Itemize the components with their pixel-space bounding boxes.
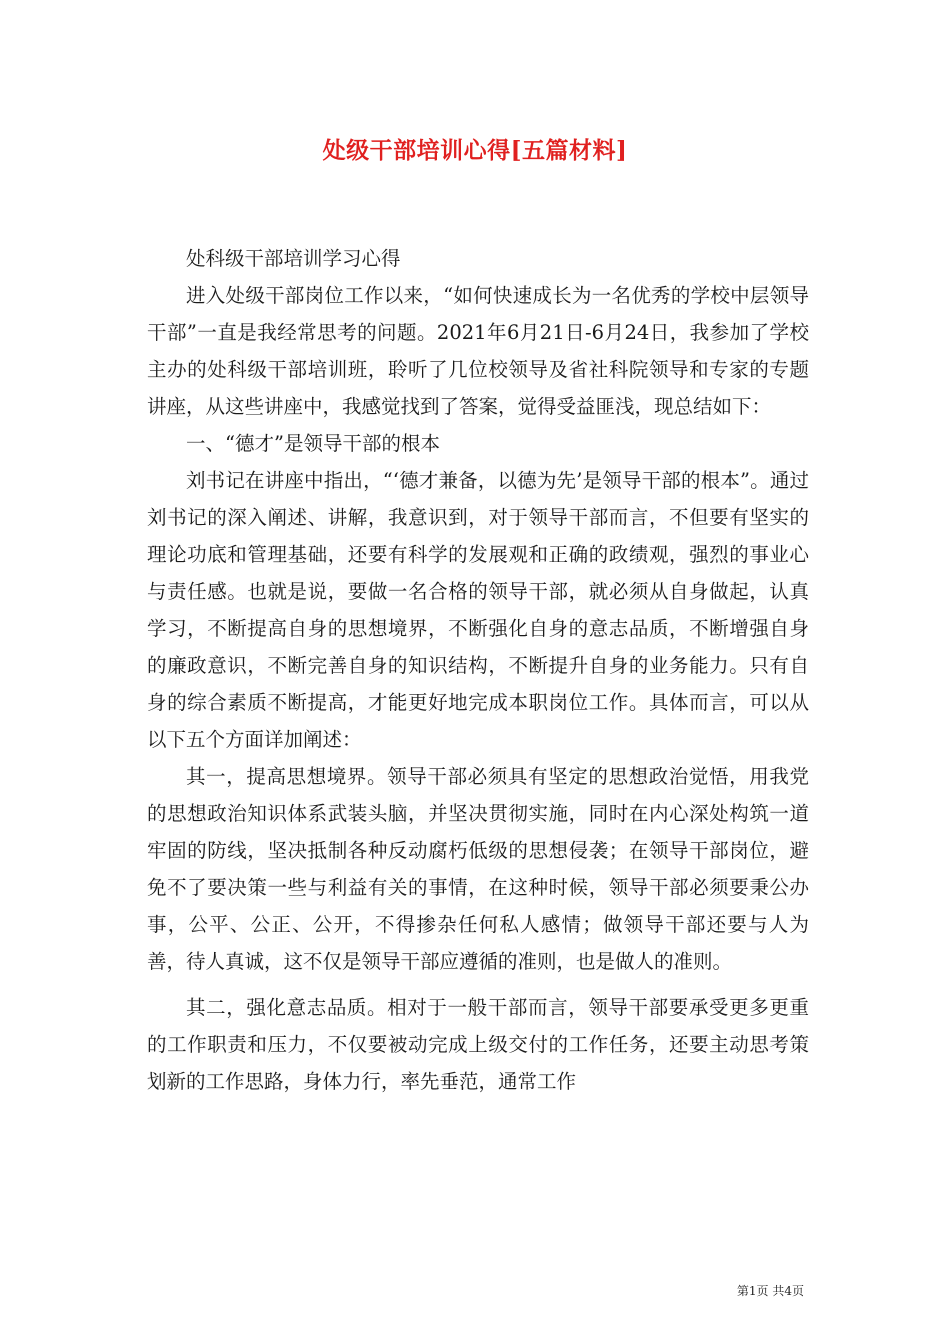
paragraph-point-2: 其二，强化意志品质。相对于一般干部而言，领导干部要承受更多更重的工作职责和压力，不仅要被动完成上级交付的工作任务，还要主动思考策划新的工作思路，身体力行，率先垂范，通常工作 bbox=[147, 996, 809, 1093]
document-title: 处级干部培训心得[五篇材料] bbox=[322, 137, 628, 164]
section-heading-1: 一、“德才”是领导干部的根本 bbox=[186, 432, 440, 455]
document-body bbox=[147, 240, 809, 1100]
paragraph-subtitle: 处科级干部培训学习心得 bbox=[186, 247, 401, 270]
paragraph-section-1: 刘书记在讲座中指出，“‘德才兼备，以德为先’是领导干部的根本”。通过刘书记的深入阐述、讲解，我意识到，对于领导干部而言，不但要有坚实的理论功底和管理基础，还要有科学的发展观和正确的政绩观，强烈的事业心与责任感。也就是说，要做一名合格的领导干部，就必须从自身做起，认真学习，不断提高自身的思想境界，不断强化自身的意志品质，不断增强自身的廉政意识，不断完善自身的知识结构，不断提升自身的业务能力。只有自身的综合素质不断提高，才能更好地完成本职岗位工作。具体而言，可以从以下五个方面详加阐述： bbox=[147, 469, 809, 751]
paragraph-intro: 进入处级干部岗位工作以来，“如何快速成长为一名优秀的学校中层领导干部”一直是我经常思考的问题。2021年6月21日-6月24日，我参加了学校主办的处科级干部培训班，聆听了几位校领导及省社科院领导和专家的专题讲座，从这些讲座中，我感觉找到了答案，觉得受益匪浅，现总结如下： bbox=[147, 284, 809, 418]
paragraph-point-1: 其一，提高思想境界。领导干部必须具有坚定的思想政治觉悟，用我党的思想政治知识体系武装头脑，并坚决贯彻实施，同时在内心深处构筑一道牢固的防线，坚决抵制各种反动腐朽低级的思想侵袭；在领导干部岗位，避免不了要决策一些与利益有关的事情，在这种时候，领导干部必须要秉公办事，公平、公正、公开，不得掺杂任何私人感情；做领导干部还要与人为善，待人真诚，这不仅是领导干部应遵循的准则，也是做人的准则。 bbox=[147, 765, 809, 973]
page-number: 第1页 共4页 bbox=[736, 1284, 804, 1298]
